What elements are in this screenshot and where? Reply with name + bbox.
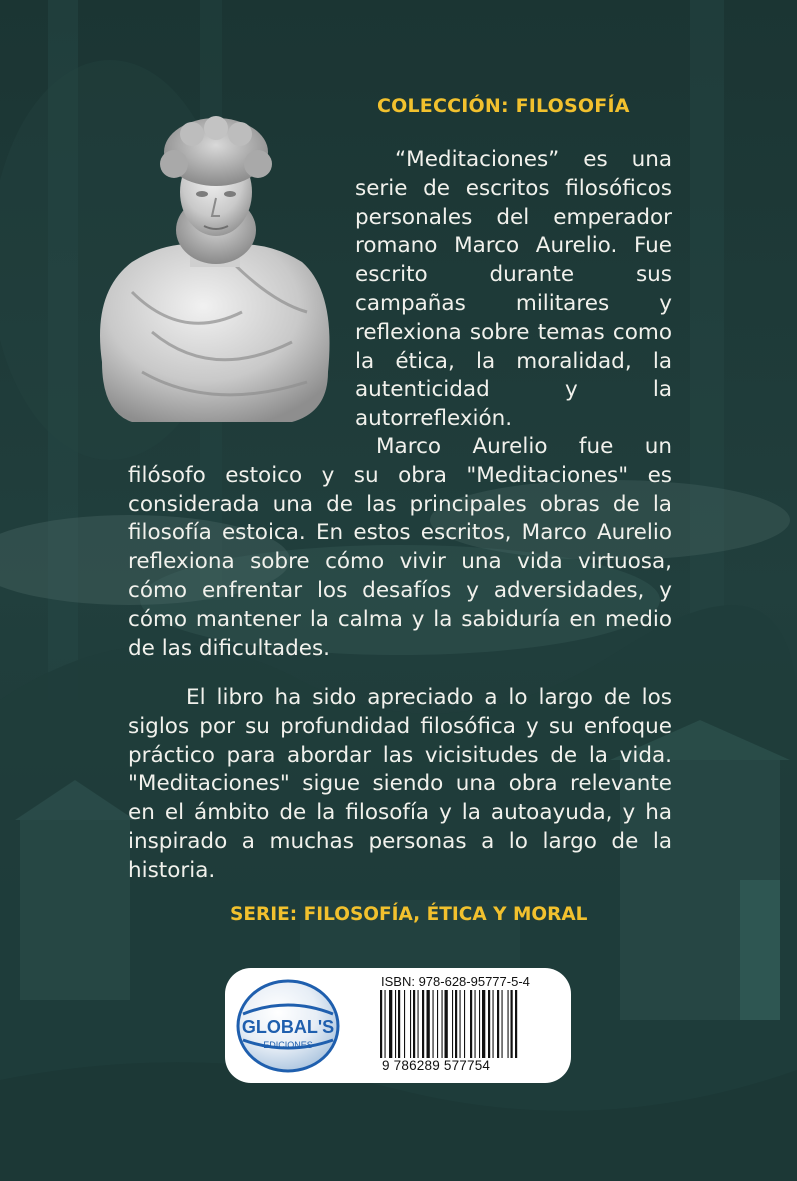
series-heading: SERIE: FILOSOFÍA, ÉTICA Y MORAL xyxy=(230,904,588,925)
svg-text:EDICIONES: EDICIONES xyxy=(263,1040,313,1050)
publisher-barcode-panel xyxy=(225,968,571,1083)
description-paragraph-1: “Meditaciones” es una serie de escritos filosóficos personales del emperador romano Marco Aurelio. Fue escrito durante sus campañas militares y reflexiona sobre temas como la ética, la moralidad, la autenticidad y la autorreflexión. xyxy=(355,147,672,432)
isbn-label: ISBN: 978-628-95777-5-4 xyxy=(381,974,530,989)
description-paragraph-3: El libro ha sido apreciado a lo largo de los siglos por su profundidad filosófica y su enfoque práctico para abordar las vicisitudes de la vida. "Meditaciones" sigue siendo una obra relevante en el ámbito de la filosofía y la autoayuda, y ha inspirado a muchas personas a lo largo de la historia. xyxy=(128,685,672,883)
marcus-aurelius-bust-image xyxy=(92,112,336,427)
barcode-image xyxy=(380,990,566,1058)
barcode-digits: 9 786289 577754 xyxy=(382,1058,491,1073)
svg-text:GLOBAL'S: GLOBAL'S xyxy=(241,1017,335,1037)
collection-heading: COLECCIÓN: FILOSOFÍA xyxy=(377,95,630,117)
description-paragraph-2: Marco Aurelio fue un filósofo estoico y su obra "Meditaciones" es considerada una de las principales obras de la filosofía estoica. En estos escritos, Marco Aurelio reflexiona sobre cómo vivir una vida virtuosa, cómo enfrentar los desafíos y adversidades, y cómo mantener la calma y la sabiduría en medio de las dificultades. xyxy=(128,434,672,661)
globals-ediciones-logo xyxy=(231,978,345,1074)
